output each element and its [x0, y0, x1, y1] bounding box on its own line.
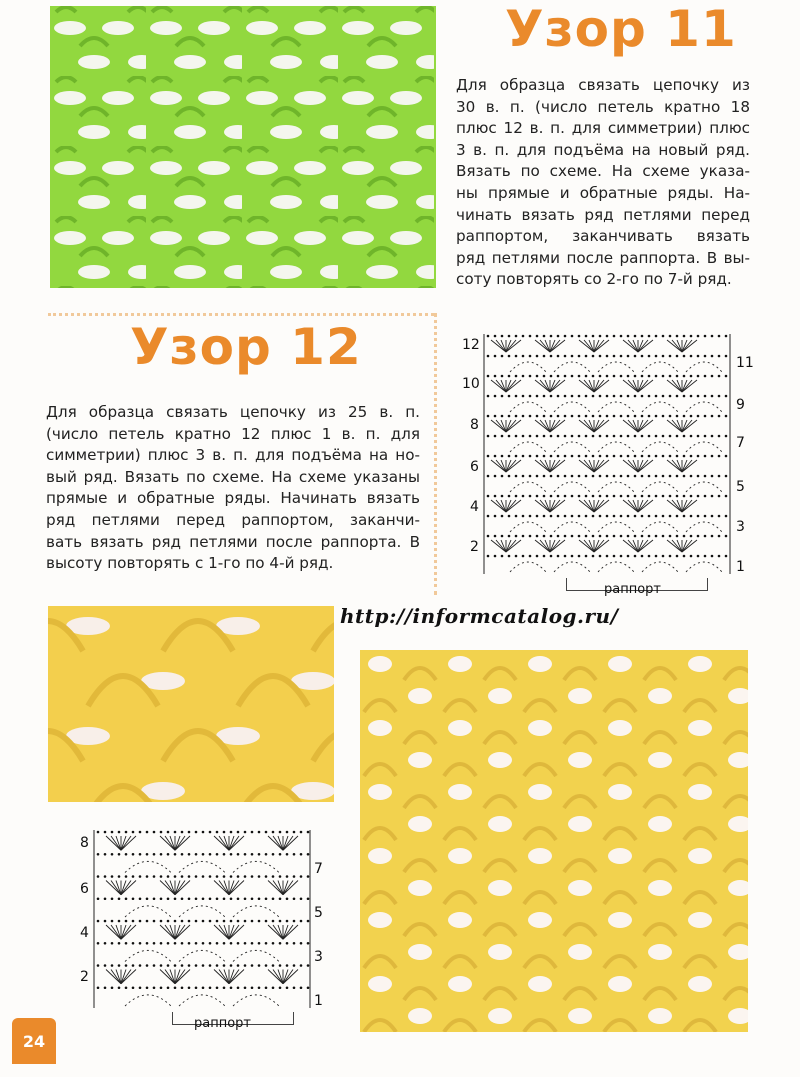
row-number: 8 — [470, 417, 479, 433]
pattern-11-description — [456, 75, 750, 291]
pattern-12-chart — [70, 826, 340, 1036]
row-number: 12 — [462, 337, 480, 353]
row-number: 6 — [470, 459, 479, 475]
text-line: вый ряд. Вязать по схеме. На схеме указаны — [46, 467, 420, 486]
pattern-11-photo — [50, 6, 436, 288]
text-line: прямые и обратные ряды. Начинать вязать — [46, 489, 420, 508]
pattern-12-photo-large — [360, 650, 748, 1032]
pattern-11-title: Узор 11 — [505, 0, 737, 58]
pattern-11-chart — [460, 330, 760, 600]
watermark-url: http://informcatalog.ru/ — [340, 604, 619, 628]
text-line: 30 в. п. (число петель кратно 18 — [456, 97, 750, 116]
rapport-label: раппорт — [194, 1016, 251, 1031]
row-number: 3 — [314, 949, 323, 965]
pattern-12-photo-small — [48, 606, 334, 802]
crochet-diagram — [460, 330, 760, 600]
page-number: 24 — [12, 1018, 56, 1064]
row-number: 7 — [314, 861, 323, 877]
text-line: соту повторять со 2-го по 7-й ряд. — [456, 270, 732, 289]
text-line: ряд петлями после раппорта. В вы- — [456, 248, 750, 267]
text-line: 3 в. п. для подъёма на новый ряд. — [456, 140, 750, 159]
row-number: 3 — [736, 519, 745, 535]
pattern-12-title: Узор 12 — [130, 318, 362, 376]
row-number: 9 — [736, 397, 745, 413]
row-number: 6 — [80, 881, 89, 897]
text-line: симметрии) плюс 3 в. п. для подъёма на но- — [46, 446, 420, 465]
crochet-diagram — [70, 826, 340, 1036]
row-number: 5 — [736, 479, 745, 495]
row-number: 5 — [314, 905, 323, 921]
text-line: ны прямые и обратные ряды. На- — [456, 183, 750, 202]
row-number: 2 — [80, 969, 89, 985]
row-number: 1 — [736, 559, 745, 575]
rapport-label: раппорт — [604, 582, 661, 597]
row-number: 11 — [736, 355, 754, 371]
row-number: 10 — [462, 376, 480, 392]
text-line: вать вязать ряд петлями после раппорта. В — [46, 532, 420, 551]
text-line: раппортом, заканчивать вязать — [456, 227, 750, 246]
section-divider — [48, 313, 434, 316]
row-number: 2 — [470, 539, 479, 555]
text-line: чинать вязать ряд петлями перед — [456, 205, 750, 224]
text-line: Для образца связать цепочку из 25 в. п. — [46, 403, 420, 421]
section-divider — [434, 313, 437, 595]
text-line: высоту повторять с 1-го по 4-й ряд. — [46, 554, 334, 573]
row-number: 8 — [80, 835, 89, 851]
text-line: ряд петлями перед раппортом, заканчи- — [46, 510, 420, 529]
row-number: 1 — [314, 993, 323, 1009]
text-line: Для образца связать цепочку из — [456, 76, 750, 94]
text-line: плюс 12 в. п. для симметрии) плюс — [456, 119, 750, 138]
text-line: (число петель кратно 12 плюс 1 в. п. для — [46, 424, 420, 443]
text-line: Вязать по схеме. На схеме указа- — [456, 162, 750, 181]
row-number: 7 — [736, 435, 745, 451]
row-number: 4 — [80, 925, 89, 941]
row-number: 4 — [470, 499, 479, 515]
pattern-12-description — [46, 402, 420, 575]
